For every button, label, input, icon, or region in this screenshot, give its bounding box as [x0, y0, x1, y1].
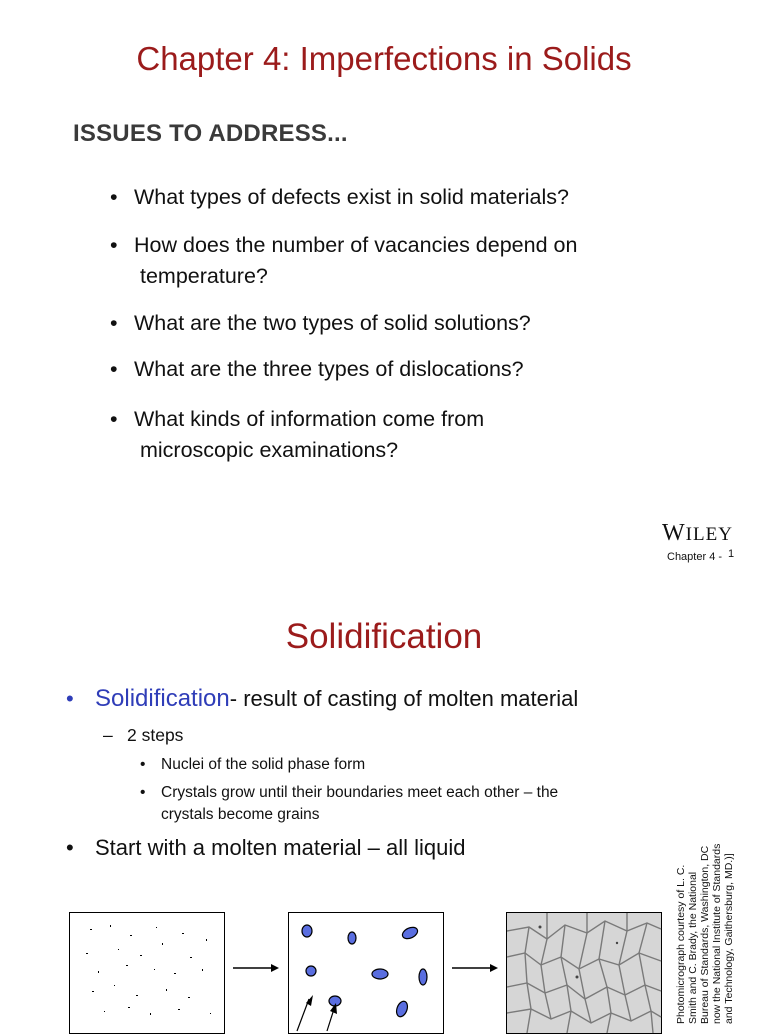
liquid-panel: [69, 912, 225, 1034]
sub-step-line: crystals become grains: [161, 806, 320, 823]
bullet-dot: •: [66, 686, 74, 711]
question-item: [110, 230, 577, 292]
question-text: [134, 230, 577, 292]
page-number: 1: [728, 548, 735, 560]
page-label: Chapter 4 -: [667, 551, 723, 563]
bullet-dot: •: [110, 311, 118, 335]
question-item: [110, 182, 569, 213]
sub-step-line: Nuclei of the solid phase form: [161, 756, 366, 773]
arrow-right-icon: [452, 962, 498, 974]
grain-boundaries: [507, 913, 661, 1033]
issues-heading: ISSUES TO ADDRESS...: [73, 120, 348, 147]
term-solidification: Solidification: [95, 685, 230, 712]
arrow-right-icon: [233, 962, 279, 974]
definition-text: - result of casting of molten material: [229, 686, 579, 711]
steps-item: [103, 725, 183, 746]
nuclei-panel: [288, 912, 444, 1034]
wiley-logo-rest: ILEY: [685, 524, 733, 545]
steps-label: 2 steps: [127, 725, 184, 745]
nuclei-shapes: [289, 913, 443, 1033]
question-line: What kinds of information come from: [134, 407, 485, 431]
sub-step-text: [161, 754, 365, 776]
credit-line: Photomicrograph courtesy of L. C.: [675, 864, 687, 1024]
bullet-dot: •: [140, 756, 146, 773]
question-line: What are the three types of dislocations?: [134, 357, 524, 381]
liquid-atoms: [70, 913, 224, 1033]
question-text: [134, 182, 569, 213]
sub-step-line: Crystals grow until their boundaries meet each other – the: [161, 784, 559, 801]
question-text: [134, 354, 524, 385]
question-text: [134, 404, 484, 466]
wiley-logo-first: W: [662, 520, 686, 546]
sub-step-item: [140, 782, 558, 826]
grains-micrograph: [506, 912, 662, 1034]
question-line: How does the number of vacancies depend on: [134, 233, 578, 257]
bullet-dot: •: [110, 185, 118, 209]
page-footer: [667, 548, 735, 563]
wiley-logo: [662, 520, 733, 547]
sub-step-text: [161, 782, 558, 826]
sub-step-item: [140, 754, 365, 776]
bullet-solidification: [66, 685, 578, 713]
question-text: [134, 308, 531, 339]
slide-title-solidification: Solidification: [285, 617, 483, 656]
credit-line: now the National Institute of Standards: [711, 843, 723, 1024]
bullet-molten: [66, 835, 466, 861]
question-line: temperature?: [140, 264, 268, 288]
dash: –: [103, 725, 113, 745]
molten-text: Start with a molten material – all liquid: [95, 835, 466, 860]
question-line: What types of defects exist in solid materials?: [134, 185, 569, 209]
bullet-dot: •: [66, 835, 74, 860]
question-line: microscopic examinations?: [140, 438, 399, 462]
photo-credit: [675, 824, 735, 1024]
question-item: [110, 404, 484, 466]
bullet-dot: •: [110, 233, 118, 257]
credit-line: Bureau of Standards, Washington, DC: [699, 845, 711, 1024]
bullet-dot: •: [110, 407, 118, 431]
bullet-dot: •: [110, 357, 118, 381]
question-line: What are the two types of solid solutions?: [134, 311, 531, 335]
credit-line: and Technology, Gaithersburg, MD.)]: [723, 853, 735, 1024]
credit-line: Smith and C. Brady, the National: [687, 871, 699, 1024]
question-item: [110, 354, 524, 385]
bullet-dot: •: [140, 784, 146, 801]
slide-title: Chapter 4: Imperfections in Solids: [136, 40, 632, 77]
question-item: [110, 308, 531, 339]
